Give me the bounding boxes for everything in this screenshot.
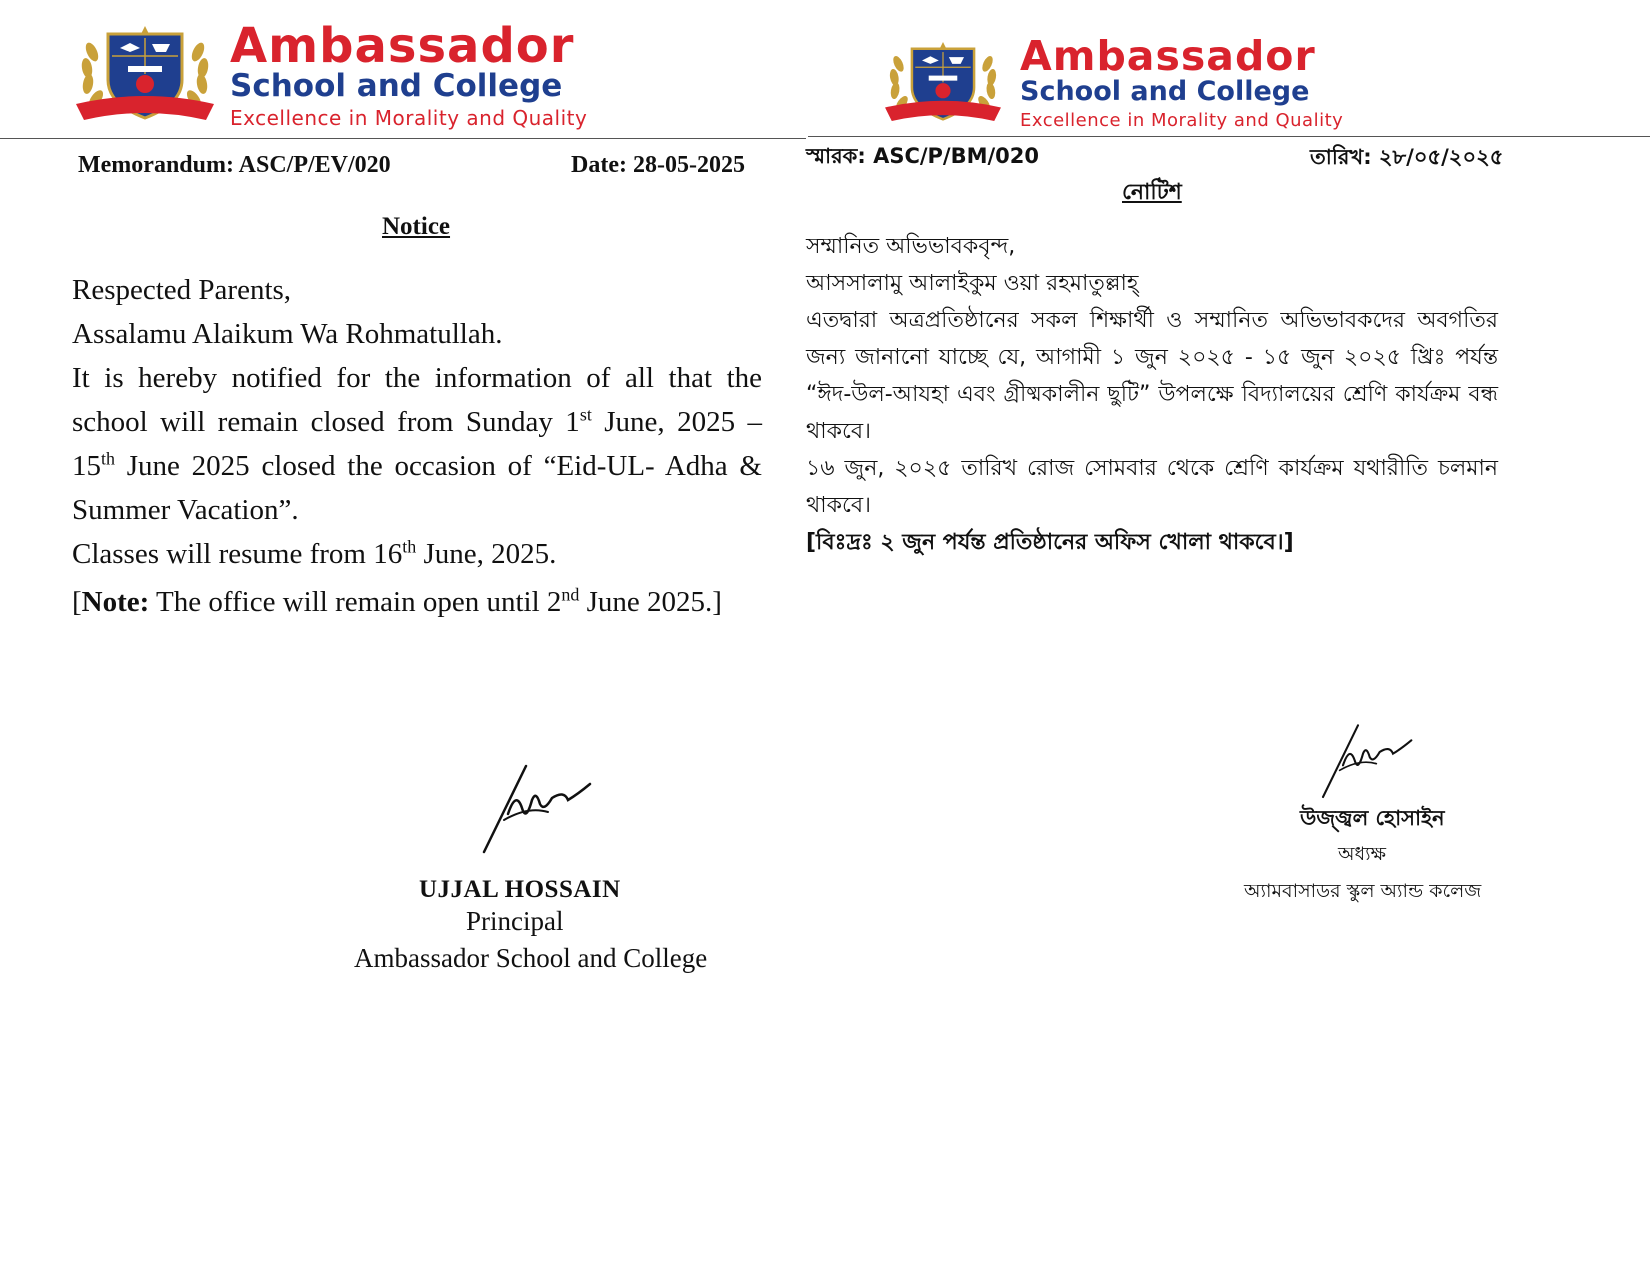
brand-tagline: Excellence in Morality and Quality — [1020, 110, 1344, 131]
bn-signatory-name: উজ্জ্বল হোসাইন — [1300, 806, 1445, 830]
resume-paragraph: Classes will resume from 16th June, 2025. — [72, 536, 557, 570]
header-rule-right — [808, 136, 1650, 137]
bn-closure-paragraph: এতদ্বারা অত্রপ্রতিষ্ঠানের সকল শিক্ষার্থী ও সম্মানিত অভিভাবকদের অবগতির জন্য জানানো যাচ্ছে যে, আগামী ১ জুন ২০২৫ - ১৫ জুন ২০২৫ খ্রিঃ পর্যন্ত “ঈদ-উল-আযহা এবং গ্রীষ্মকালীন ছুটি” উপলক্ষে বিদ্যালয়ের শ্রেণি কার্যক্রম বন্ধ থাকবে। — [806, 308, 1498, 444]
bn-resume-paragraph: ১৬ জুন, ২০২৫ তারিখ রোজ সোমবার থেকে শ্রেণি কার্যক্রম যথারীতি চলমান থাকবে। — [806, 456, 1498, 518]
bn-salutation: আসসালামু আলাইকুম ওয়া রহমাতুল্লাহ্ — [806, 271, 1139, 296]
salutation: Assalamu Alaikum Wa Rohmatullah. — [72, 318, 503, 350]
signatory-title: Principal — [466, 906, 564, 936]
principal-signature — [478, 760, 598, 860]
header-right — [880, 32, 1440, 134]
bn-notice-title: নোটিশ — [1122, 180, 1182, 205]
signatory-name: UJJAL HOSSAIN — [419, 876, 621, 903]
brand-subtitle: School and College — [230, 68, 563, 104]
bn-principal-signature — [1318, 720, 1418, 804]
notice-body-english — [72, 268, 762, 624]
bn-office-note: [বিঃদ্রঃ ২ জুন পর্যন্ত প্রতিষ্ঠানের অফিস খোলা থাকবে।] — [806, 530, 1294, 555]
notice-body-bangla — [806, 228, 1498, 561]
bn-notice-date: তারিখ: ২৮/০৫/২০২৫ — [1310, 145, 1504, 169]
signatory-organization: Ambassador School and College — [354, 943, 708, 973]
brand-subtitle: School and College — [1020, 76, 1310, 107]
bn-memorandum-number: স্মারক: ASC/P/BM/020 — [806, 144, 1040, 168]
school-crest-logo — [880, 38, 1006, 130]
notice-date: Date: 28-05-2025 — [571, 152, 745, 178]
memorandum-number: Memorandum: ASC/P/EV/020 — [78, 152, 391, 178]
header-rule-left — [0, 138, 806, 139]
closure-paragraph: It is hereby notified for the information of all that the school will remain closed from Sunday 1st June, 2025 – 15th June 2025 closed the occasion of “Eid-UL- Adha & Summer Vacation”. — [72, 362, 762, 526]
brand-name: Ambassador — [230, 18, 575, 74]
brand-name: Ambassador — [1020, 32, 1316, 80]
bn-signatory-title: অধ্যক্ষ — [1338, 843, 1387, 865]
bn-greeting: সম্মানিত অভিভাবকবৃন্দ, — [806, 234, 1016, 259]
brand-tagline: Excellence in Morality and Quality — [230, 106, 588, 130]
greeting: Respected Parents, — [72, 274, 292, 306]
notice-title: Notice — [382, 213, 451, 240]
bn-signatory-organization: অ্যামবাসাডর স্কুল অ্যান্ড কলেজ — [1244, 880, 1482, 902]
school-crest-logo — [70, 22, 220, 130]
header-left — [70, 18, 710, 134]
office-note: [Note: The office will remain open until 2nd June 2025.] — [72, 584, 722, 618]
